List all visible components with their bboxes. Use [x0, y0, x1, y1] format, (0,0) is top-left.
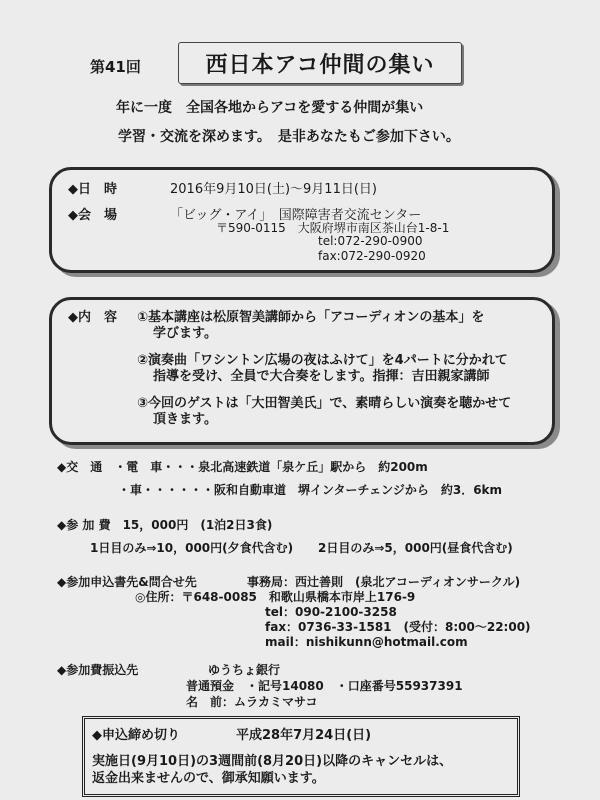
payment-label: ◆参加費振込先 [57, 663, 139, 677]
application-label: ◆参加申込書先&問合せ先 [57, 575, 197, 589]
content-label: ◆内 容 [68, 310, 117, 325]
date-value: 2016年9月10日(土)～9月11日(日) [170, 182, 377, 197]
application-tel: tel：090-2100-3258 [265, 605, 397, 619]
application-address: ◎住所：〒648-0085 和歌山県橋本市岸上176-9 [135, 590, 416, 604]
content-item-2-line-2: 指導を受け、全員で大合奏をします。指揮：吉田親家講師 [153, 369, 490, 384]
deadline-note-line-1: 実施日(9月10日)の3週間前(8月20日)以降のキャンセルは、 [92, 754, 453, 769]
date-label: ◆日 時 [68, 182, 117, 197]
fee-line: ◆参 加 費 15，000円 (1泊2日3食) [57, 518, 273, 532]
venue-fax: fax:072-290-0920 [318, 249, 426, 263]
intro-line-1: 年に一度 全国各地からアコを愛する仲間が集い [116, 100, 424, 116]
event-title: 西日本アコ仲間の集い [178, 42, 462, 84]
payment-name: 名 前：ムラカミマサコ [186, 695, 318, 709]
application-fax: fax：0736-33-1581 (受付：8:00～22:00) [265, 620, 531, 634]
fee-day-1: 1日目のみ⇒10，000円(夕食代含む) [90, 541, 294, 555]
content-item-1-line-1: ①基本講座は松原智美講師から「アコーディオンの基本」を [137, 310, 485, 325]
content-item-2-line-1: ②演奏曲「ワシントン広場の夜はふけて」を4パートに分かれて [137, 353, 508, 368]
intro-line-2: 学習・交流を深めます。 是非あなたもご参加下さい。 [118, 129, 460, 145]
application-office: 事務局：西辻善則 (泉北アコーディオンサークル) [247, 575, 521, 589]
transport-train: ◆交 通 ・電 車・・・泉北高速鉄道「泉ケ丘」駅から 約200m [57, 460, 428, 474]
edition-label: 第41回 [90, 58, 141, 76]
content-item-1-line-2: 学びます。 [153, 326, 217, 341]
venue-label: ◆会 場 [68, 208, 117, 223]
payment-account: 普通預金 ・記号14080 ・口座番号55937391 [186, 679, 463, 693]
venue-tel: tel:072-290-0900 [318, 234, 423, 248]
deadline-note-line-2: 返金出来ませんので、御承知願います。 [92, 771, 325, 786]
payment-bank: ゆうちょ銀行 [208, 663, 281, 677]
content-item-3-line-1: ③今回のゲストは「大田智美氏」で、素晴らしい演奏を聴かせて [137, 396, 512, 411]
content-item-3-line-2: 頂きます。 [153, 412, 217, 427]
deadline-label: ◆申込締め切り [92, 728, 180, 743]
venue-name: 「ビッグ・アイ」 国際障害者交流センター [170, 208, 422, 223]
venue-address: 〒590-0115 大阪府堺市南区茶山台1-8-1 [216, 221, 450, 235]
deadline-date: 平成28年7月24日(日) [236, 728, 372, 743]
fee-day-2: 2日目のみ⇒5，000円(昼食代含む) [318, 541, 513, 555]
application-mail: mail：nishikunn@hotmail.com [265, 635, 468, 649]
transport-car: ・車・・・・・・阪和自動車道 堺インターチェンジから 約3．6km [118, 483, 503, 497]
